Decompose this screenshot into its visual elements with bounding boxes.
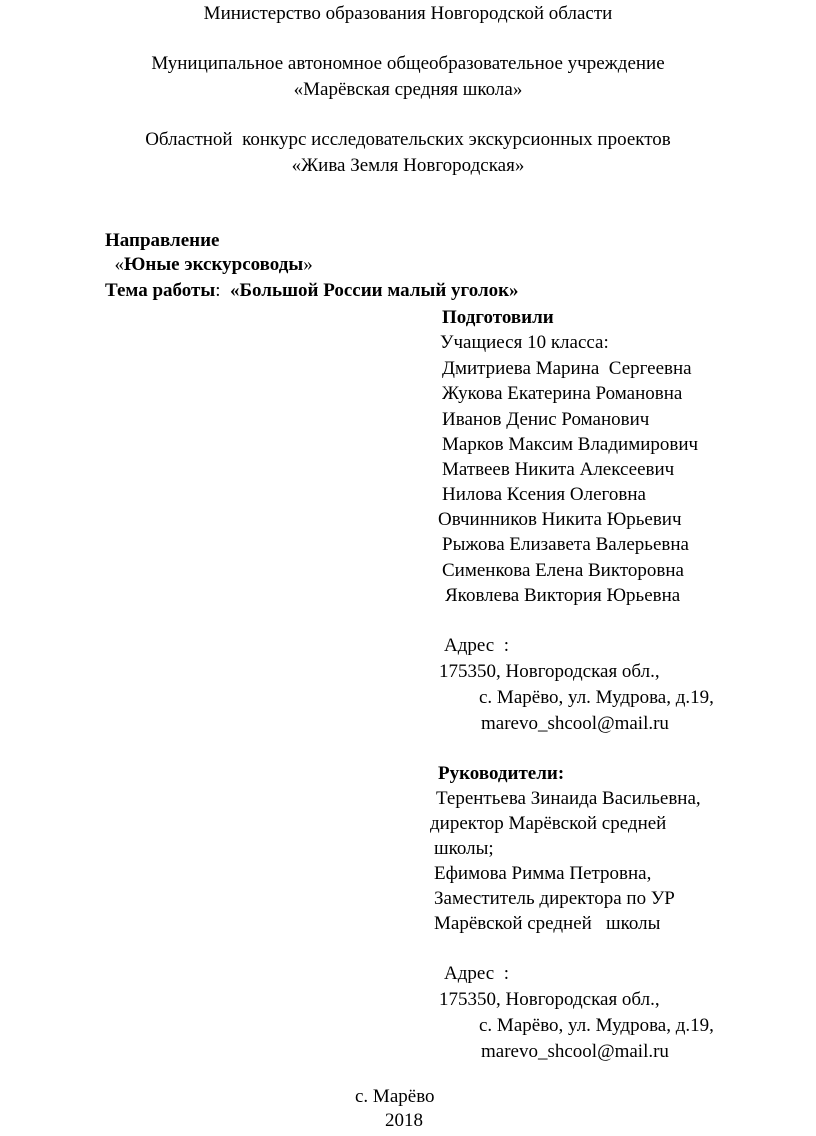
prepared-subheading: Учащиеся 10 класса: xyxy=(440,332,609,353)
address-postal-line: 175350, Новгородская обл., xyxy=(439,661,660,682)
student-name: Иванов Денис Романович xyxy=(442,409,650,430)
student-name: Рыжова Елизавета Валерьевна xyxy=(442,534,689,555)
contest-name-line2: «Жива Земля Новгородская» xyxy=(291,155,525,176)
student-name: Дмитриева Марина Сергеевна xyxy=(442,358,692,379)
direction-label: Направление xyxy=(105,230,220,251)
student-name: Матвеев Никита Алексеевич xyxy=(442,459,675,480)
address-street-line: с. Марёво, ул. Мудрова, д.19, xyxy=(479,1015,714,1036)
topic-label: Тема работы xyxy=(105,280,216,301)
student-name: Яковлева Виктория Юрьевна xyxy=(445,585,681,606)
leader-line: школы; xyxy=(434,838,494,859)
ministry-title: Министерство образования Новгородской области xyxy=(203,3,613,24)
direction-quote-close: » xyxy=(303,254,313,275)
direction-quote-open: « xyxy=(114,254,124,275)
leader-line: Заместитель директора по УР xyxy=(434,888,675,909)
school-name-line1: Муниципальное автономное общеобразовательное учреждение xyxy=(151,53,665,74)
leader-line: директор Марёвской средней xyxy=(430,813,667,834)
student-name: Жукова Екатерина Романовна xyxy=(442,383,683,404)
student-name: Овчинников Никита Юрьевич xyxy=(438,509,682,530)
address-email: marevo_shcool@mail.ru xyxy=(481,713,669,734)
leader-line: Марёвской средней школы xyxy=(434,913,661,934)
topic-value: «Большой России малый уголок» xyxy=(229,280,519,301)
footer-year: 2018 xyxy=(385,1110,423,1131)
footer-place: с. Марёво xyxy=(355,1086,435,1107)
leaders-heading: Руководители: xyxy=(438,763,565,784)
address-label: Адрес : xyxy=(444,963,510,984)
address-postal-line: 175350, Новгородская обл., xyxy=(439,989,660,1010)
address-label: Адрес : xyxy=(444,635,510,656)
contest-name-line1: Областной конкурс исследовательских экскурсионных проектов xyxy=(145,129,671,150)
direction-value: Юные экскурсоводы xyxy=(124,254,304,275)
topic-colon: : xyxy=(215,280,221,301)
address-email: marevo_shcool@mail.ru xyxy=(481,1041,669,1062)
student-name: Сименкова Елена Викторовна xyxy=(442,560,684,581)
prepared-heading: Подготовили xyxy=(442,307,554,328)
student-name: Нилова Ксения Олеговна xyxy=(442,484,646,505)
school-name-line2: «Марёвская средняя школа» xyxy=(293,79,523,100)
address-street-line: с. Марёво, ул. Мудрова, д.19, xyxy=(479,687,714,708)
leader-line: Терентьева Зинаида Васильевна, xyxy=(436,788,701,809)
leader-line: Ефимова Римма Петровна, xyxy=(434,863,652,884)
student-name: Марков Максим Владимирович xyxy=(442,434,699,455)
